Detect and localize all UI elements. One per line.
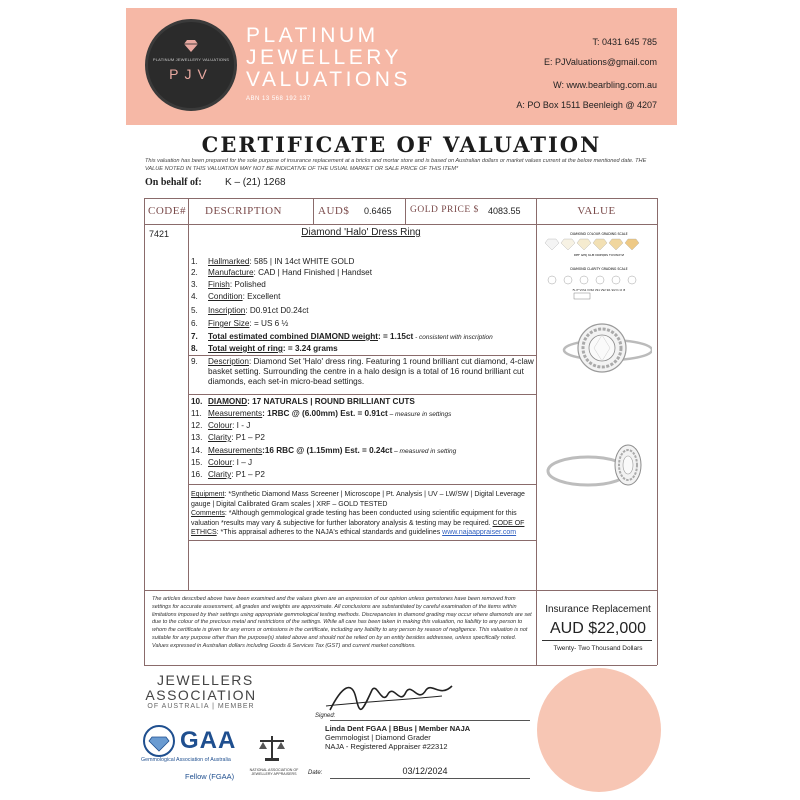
item-row: 3. Finish: Polished (191, 280, 266, 289)
header-divider (313, 198, 314, 224)
table-bottom-rule (144, 665, 657, 666)
stone-row: 14. Measurements:16 RBC @ (1.15mm) Est. = 0.24ct – measured in setting (191, 446, 457, 455)
stone-row: 11. Measurements: 1RBC @ (6.00mm) Est. = 0.91ct – measure in settings (191, 409, 452, 418)
item-code: 7421 (149, 229, 170, 239)
item-title: Diamond 'Halo' Dress Ring (301, 227, 421, 238)
colour-diamond-icons (545, 239, 639, 250)
item-row: 6. Finger Size: = US 6 ½ (191, 319, 289, 328)
gaa-fellow-badge: Fellow (FGAA) (185, 772, 235, 781)
contact-address: A: PO Box 1511 Beenleigh @ 4207 (516, 100, 657, 110)
code-header: CODE# (148, 205, 186, 217)
clarity-scale-labels: FL IF VVS1 VVS2 VS1 VS2 SI1 SI2 I1 I2 I3 (572, 289, 626, 292)
item-row: 5. Inscription: D0.91ct D0.24ct (191, 306, 309, 315)
equipment-label: Equipment (191, 491, 225, 498)
disclaimer-text: This valuation has been prepared for the sole purpose of insurance replacement at a bricks and mortar store and is based on Australian dollars or market values current at the below mentioned date. THE VALUE NOTED IN THIS VALUATION MAY NOT BE INDICATIVE OF THE USUAL MARKET OR SALE PRICE OF THIS ITEM* (145, 158, 647, 172)
row-divider (189, 394, 536, 395)
value-column-rule (536, 198, 537, 665)
ring-side-view-image (544, 435, 650, 499)
date-label: Date: (308, 770, 323, 776)
table-top-rule (144, 198, 657, 199)
colour-scale-title: DIAMOND COLOUR GRADING SCALE (570, 232, 628, 236)
scales-icon (257, 734, 287, 762)
insurance-label: Insurance Replacement (545, 604, 651, 615)
insurance-value: AUD $22,000 (549, 620, 647, 637)
page-title: CERTIFICATE OF VALUATION (201, 132, 602, 157)
equipment-text: : *Synthetic Diamond Mass Screener | Microscope | Pt. Analysis | UV – LW/SW | Digital Leverage gauge | Digital Calibrated Gram scales | XRF – GOLD TESTED (191, 491, 525, 508)
item-row: 7. Total estimated combined DIAMOND weight: = 1.15ct - consistent with inscription (191, 332, 493, 341)
stone-row: 10. DIAMOND: 17 NATURALS | ROUND BRILLIANT CUTS (191, 397, 415, 406)
header-divider (405, 198, 406, 224)
gaa-emblem-icon (143, 725, 175, 757)
signer-role: Gemmologist | Diamond Grader (325, 733, 431, 742)
naja-logo-text: NATIONAL ASSOCIATION OF JEWELLERY APPRAISERS (249, 768, 299, 777)
row-divider (189, 484, 536, 485)
item-row: 9. Description: Diamond Set 'Halo' dress ring. Featuring 1 round brilliant cut diamond, 4-claw basket setting. Surrounding the centre in a halo design is a total of 16 round brilliant cut diamonds, each set-in micro-bead settings. (191, 357, 534, 386)
brand-line-3: VALUATIONS (246, 68, 411, 91)
ja-logo-line3: OF AUSTRALIA | MEMBER (147, 703, 255, 710)
contact-email: E: PJValuations@gmail.com (543, 57, 657, 67)
row-divider (189, 540, 536, 541)
clarity-scale-title: DIAMOND CLARITY GRADING SCALE (570, 267, 628, 271)
logo-initials: PJV (169, 66, 213, 82)
aud-header: AUD$ (318, 205, 350, 217)
stone-row: 15. Colour: I – J (191, 458, 253, 467)
ja-logo-line2: ASSOCIATION (145, 687, 257, 703)
on-behalf-value: K – (21) 1268 (225, 177, 286, 188)
gaa-full-name: Gemmological Association of Australia (141, 757, 231, 763)
gaa-logo-text: GAA (180, 727, 237, 754)
brand-line-1: PLATINUM (246, 24, 379, 47)
naja-link[interactable]: www.najaappraiser.com (442, 529, 517, 537)
contact-phone: T: 0431 645 785 (592, 37, 657, 47)
ja-logo-line1: JEWELLERS (157, 672, 254, 688)
colour-scale-labels: DEF GHIJ KLM NOPQRS TUVWXYZ (573, 253, 625, 257)
logo-ring-text: PLATINUM JEWELLERY VALUATIONS (152, 57, 230, 62)
embossed-seal (537, 668, 661, 792)
ethics-label: CODE OF ETHICS (191, 519, 525, 537)
stone-row: 16. Clarity: P1 – P2 (191, 470, 265, 479)
stone-row: 12. Colour: I - J (191, 421, 251, 430)
item-row: 2. Manufacture: CAD | Hand Finished | Handset (191, 268, 372, 277)
brand-line-2: JEWELLERY (246, 46, 402, 69)
stone-row: 13. Clarity: P1 – P2 (191, 433, 265, 442)
date-line (330, 778, 530, 779)
description-header: DESCRIPTION (205, 205, 283, 217)
terms-text: The articles described above have been examined and the values given are an expression of our opinion unless gemstones have been removed from settings for accurate assessment, all grades and weights are approximate. All conclusions are substantiated by careful examination of the items within limitations imposed by their settings using appropriate gemmological testing methods. Discrepancies in diamond grading may occur where diamonds are set due to the colour of the precious metal and restrictions of the settings. While all care has been taken in making this valuation, no liability to any person to whom the certificate is given for any errors or omissions in the certificate, including any liability to any person by reason of negligence. This valuation is not suitable for any purpose other than the purpose(s) stated above and should not be relied on by an entity besides addressee, unless specifically noted. Values expressed in Australian dollars including Goods & Services Tax (GST) and current market conditions. (152, 596, 532, 649)
item-row: 8. Total weight of ring: = 3.24 grams (191, 344, 338, 353)
comments-label: Comments (191, 510, 225, 518)
testing-notes (191, 490, 534, 538)
valuation-date: 03/12/2024 (402, 766, 448, 776)
signature-line (330, 720, 530, 721)
row-divider (189, 355, 536, 356)
grading-scale-chart (542, 230, 656, 302)
item-row: 4. Condition: Excellent (191, 292, 281, 301)
ethics-text: : *This appraisal adheres to the NAJA's ethical standards and guidelines (216, 529, 441, 537)
signer-registration: NAJA - Registered Appraiser #22312 (325, 742, 448, 751)
handwritten-signature (322, 676, 462, 718)
signed-label: Signed: (315, 713, 336, 719)
table-header-rule (144, 224, 657, 225)
value-header: VALUE (577, 205, 616, 217)
comments-text: : *Although gemmological grade testing has been conducted using scientific equipment for this valuation *results may vary & subjective for further laboratory analysis & testing may be required. (191, 510, 517, 527)
gold-price-value: 4083.55 (488, 206, 521, 216)
table-mid-rule (144, 590, 657, 591)
insurance-underline (542, 640, 652, 641)
table-right-rule (657, 198, 658, 665)
item-row: 1. Hallmarked: 585 | IN 14ct WHITE GOLD (191, 257, 355, 266)
table-left-rule (144, 198, 145, 665)
clarity-icons (548, 276, 636, 284)
signer-name: Linda Dent FGAA | BBus | Member NAJA (325, 724, 471, 733)
contact-web: W: www.bearbling.com.au (553, 80, 657, 90)
ring-top-view-image (548, 318, 652, 378)
gold-price-header: GOLD PRICE $ (410, 205, 479, 215)
aud-value: 0.6465 (364, 206, 392, 216)
on-behalf-label: On behalf of: (145, 177, 202, 188)
insurance-value-words: Twenty- Two Thousand Dollars (553, 645, 643, 652)
abn-number: ABN 13 568 192 137 (246, 96, 311, 102)
